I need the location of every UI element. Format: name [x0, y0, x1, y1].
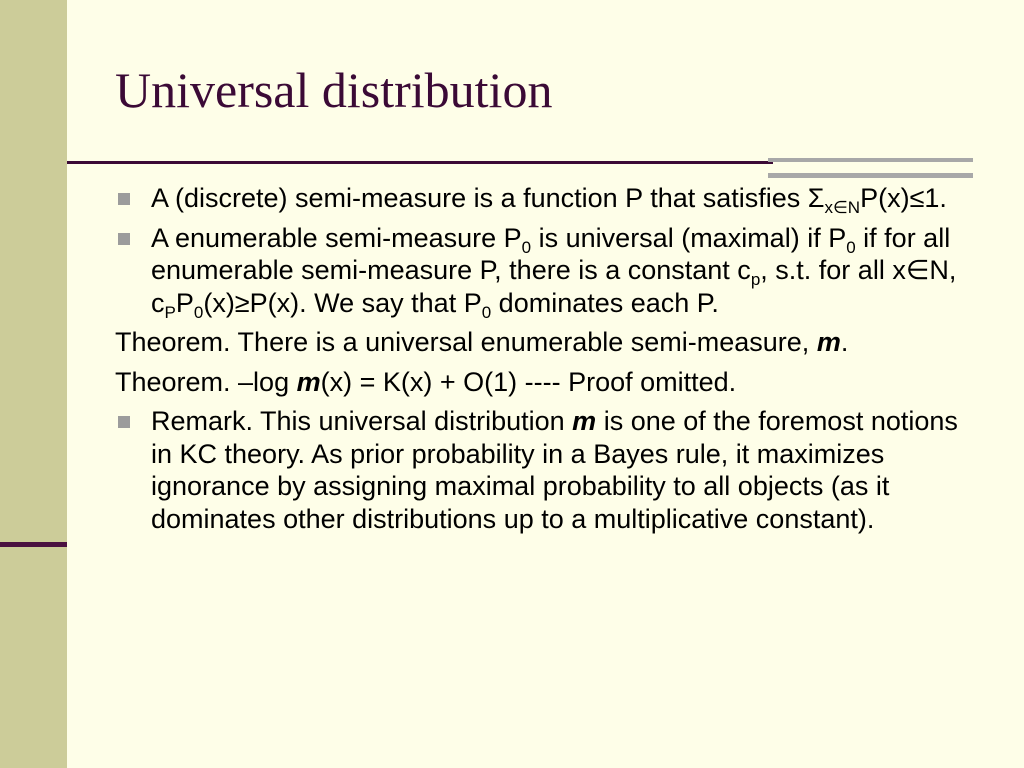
text-run: Theorem. –log	[115, 366, 297, 397]
text-run: , s.t. for all x∈N, c	[151, 255, 957, 318]
subscript: P	[164, 302, 176, 322]
subscript: 0	[521, 237, 532, 257]
text-run: is one of the foremost notions in KC theory. As prior probability in a Bayes rule, it maximizes ignorance by assigning maximal probability to all objects (as it dominates other distributions up to a multiplicative constant).	[151, 406, 958, 534]
bullet-item	[115, 405, 965, 535]
square-bullet-icon	[118, 193, 130, 205]
slide-body	[115, 182, 965, 542]
text-run: dominates each P.	[491, 287, 719, 318]
text-run: Σ	[807, 183, 825, 213]
theorem-line	[115, 366, 965, 399]
left-decor-band	[0, 0, 67, 768]
slide-title: Universal distribution	[115, 62, 553, 118]
subscript: 0	[846, 237, 856, 257]
subscript: 0	[193, 302, 204, 322]
text-run: A (discrete) semi-measure is a function P that satisfies	[151, 183, 808, 213]
subscript: x∈N	[824, 198, 861, 217]
title-underline	[67, 161, 773, 164]
decor-rule-upper	[768, 158, 973, 162]
text-run: if for all enumerable semi-measure P, there is a constant c	[151, 222, 951, 285]
theorem-line	[115, 326, 965, 359]
text-run: .	[840, 327, 849, 357]
text-run: is universal (maximal) if P	[531, 222, 847, 253]
subscript: p	[750, 270, 761, 289]
text-run: P	[175, 287, 194, 318]
decor-rule-lower	[768, 173, 973, 178]
subscript: 0	[481, 302, 492, 322]
text-run: P(x)≤1.	[860, 183, 947, 213]
text-run: A enumerable semi-measure P	[151, 222, 522, 253]
bullet-item	[115, 182, 965, 215]
square-bullet-icon	[118, 416, 130, 428]
text-run: (x)≥P(x). We say that P	[203, 287, 482, 318]
text-run: Theorem. There is a universal enumerable semi-measure,	[115, 327, 817, 357]
text-run: Remark. This universal distribution	[151, 406, 573, 436]
bullet-item	[115, 222, 965, 320]
text-run: (x) = K(x) + O(1) ---- Proof omitted.	[320, 366, 737, 397]
left-accent-bar	[0, 542, 67, 547]
math-symbol-m: m	[572, 406, 597, 436]
square-bullet-icon	[118, 233, 130, 245]
math-symbol-m: m	[296, 366, 321, 397]
math-symbol-m: m	[816, 327, 841, 357]
